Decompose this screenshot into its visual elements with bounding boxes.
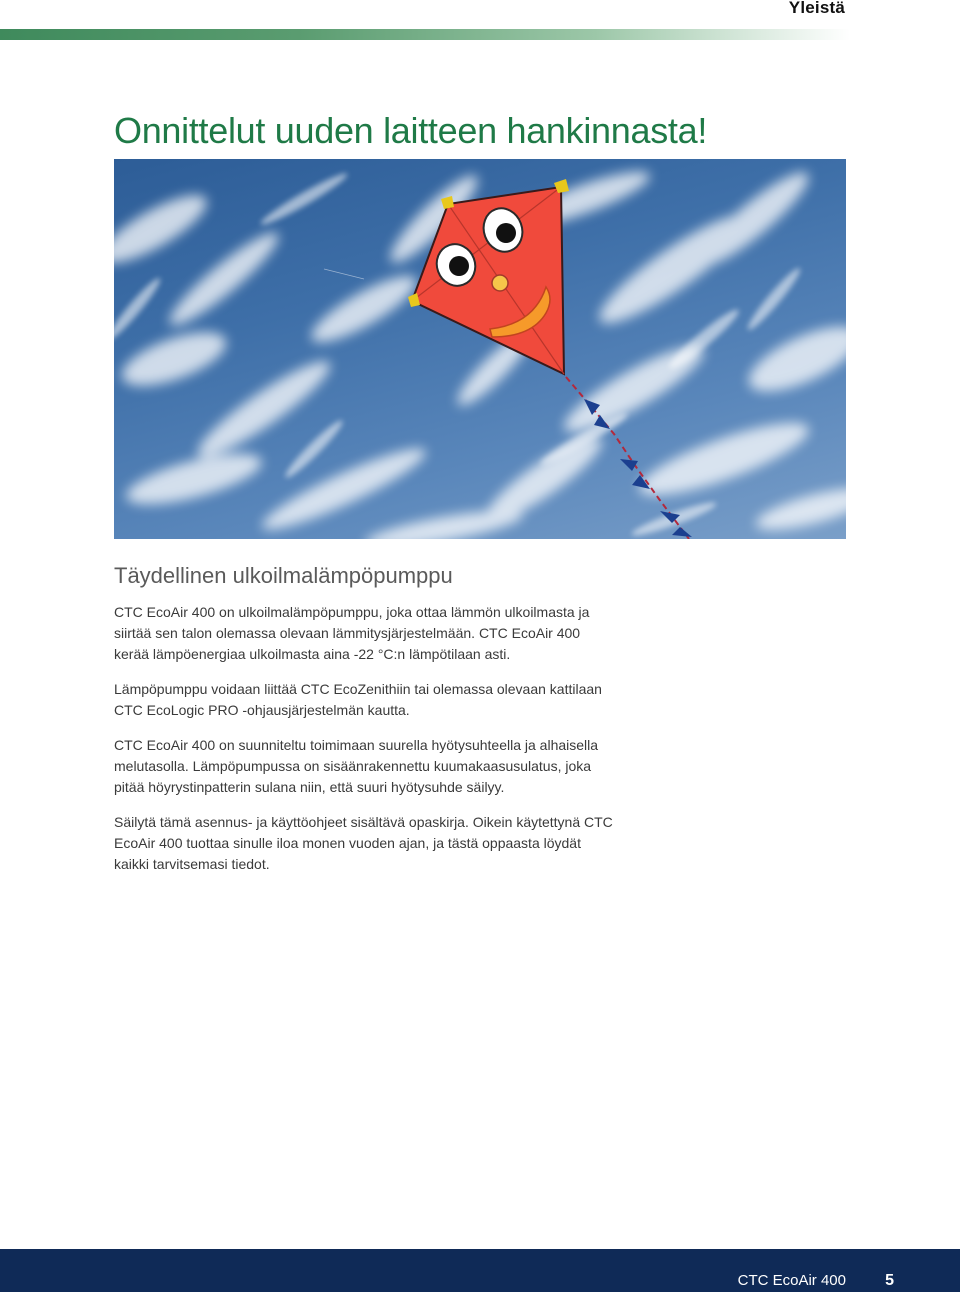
section-label: Yleistä [788, 0, 845, 17]
footer-product-name: CTC EcoAir 400 [737, 1272, 846, 1289]
tail-bow-2 [620, 459, 650, 489]
body-text [114, 602, 614, 889]
paragraph-connection: Lämpöpumppu voidaan liittää CTC EcoZenithiin tai olemassa olevaan kattilaan CTC EcoLogic PRO -ohjausjärjestelmän kautta. [114, 681, 602, 718]
paragraph-manual: Säilytä tämä asennus- ja käyttöohjeet sisältävä opaskirja. Oikein käytettynä CTC EcoAir 400 tuottaa sinulle iloa monen vuoden ajan, ja tästä oppaasta löydät kaikki tarvitsemasi tiedot. [114, 814, 613, 872]
header-bar [0, 29, 850, 40]
paragraph-efficiency: CTC EcoAir 400 on suunniteltu toimimaan suurella hyötysuhteella ja alhaisella melutasolla. Lämpöpumpussa on sisäänrakennettu kuumakaasusulatus, joka pitää höyrystinpatterin sulana niin, että suuri hyötysuhde säilyy. [114, 737, 599, 795]
page-title: Onnittelut uuden laitteen hankinnasta! [114, 110, 708, 151]
paragraph-intro: CTC EcoAir 400 on ulkoilmalämpöpumppu, joka ottaa lämmön ulkoilmasta ja siirtää sen talon olemassa olevaan lämmitysjärjestelmään. CTC EcoAir 400 kerää lämpöenergiaa ulkoilmasta aina -22 °C:n lämpötilaan asti. [114, 604, 590, 662]
footer-bar [0, 1249, 960, 1292]
kite-nose [492, 275, 508, 291]
subheading: Täydellinen ulkoilmalämpöpumppu [114, 563, 453, 588]
kite-photo [114, 159, 846, 539]
page-number: 5 [885, 1272, 894, 1289]
kite-photo-icon [114, 159, 846, 539]
